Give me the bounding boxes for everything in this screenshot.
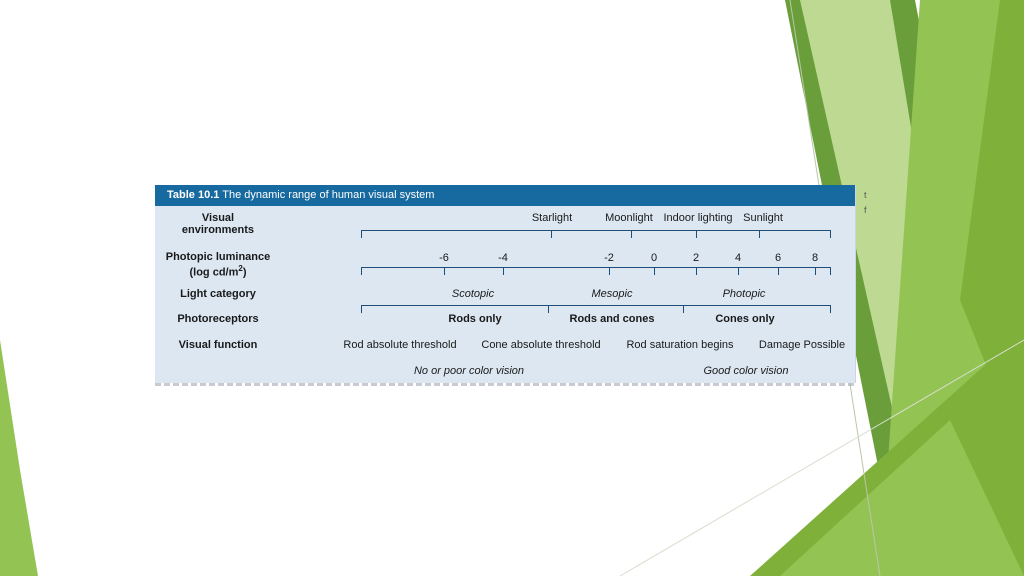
env-tick	[551, 230, 552, 238]
category-mesopic: Mesopic	[591, 288, 633, 300]
lum-tick	[778, 267, 779, 275]
env-indoor-lighting: Indoor lighting	[663, 212, 733, 224]
table-title-text: The dynamic range of human visual system	[222, 189, 435, 201]
category-tick	[548, 305, 549, 313]
receptor-cones-only: Cones only	[715, 313, 775, 325]
category-tick	[683, 305, 684, 313]
lum-tick	[830, 267, 831, 275]
label-photoreceptors: Photoreceptors	[177, 313, 259, 325]
dynamic-range-table	[155, 185, 856, 383]
table-footnote-strip	[155, 383, 855, 386]
table-title	[167, 185, 434, 206]
env-tick	[696, 230, 697, 238]
env-tick	[361, 230, 362, 238]
label-line-units	[148, 263, 288, 279]
lum-axis-line	[361, 267, 831, 268]
green-shape-left	[0, 340, 38, 576]
edge-letter: f	[864, 205, 867, 215]
env-starlight: Starlight	[531, 212, 573, 224]
lum-tick	[444, 267, 445, 275]
lum-tick	[696, 267, 697, 275]
unit-superscript: 2	[238, 264, 243, 273]
lum-tick-label: 6	[774, 252, 782, 264]
env-tick	[830, 230, 831, 238]
function-cone-absolute-threshold: Cone absolute threshold	[481, 339, 601, 351]
function-rod-absolute-threshold: Rod absolute threshold	[343, 339, 457, 351]
color-vision-good: Good color vision	[703, 365, 789, 377]
env-moonlight: Moonlight	[605, 212, 653, 224]
function-damage-possible: Damage Possible	[758, 339, 846, 351]
edge-letter: t	[864, 190, 867, 200]
unit-text: (log cd/m	[189, 266, 239, 279]
label-line: Photopic luminance	[165, 251, 271, 263]
color-vision-poor: No or poor color vision	[413, 365, 525, 377]
category-photopic: Photopic	[722, 288, 766, 300]
lum-tick	[815, 267, 816, 275]
lum-tick-label: 4	[734, 252, 742, 264]
table-header	[155, 185, 855, 206]
lum-tick-label: 2	[692, 252, 700, 264]
lum-tick	[738, 267, 739, 275]
lum-tick	[654, 267, 655, 275]
receptor-rods-only: Rods only	[448, 313, 502, 325]
label-photopic-luminance	[148, 251, 288, 279]
category-tick	[830, 305, 831, 313]
category-scotopic: Scotopic	[451, 288, 495, 300]
function-rod-saturation-begins: Rod saturation begins	[626, 339, 734, 351]
env-axis-line	[361, 230, 831, 231]
lum-tick	[503, 267, 504, 275]
lum-tick-label: -2	[604, 252, 614, 264]
category-axis-line	[361, 305, 831, 306]
lum-tick-label: 0	[650, 252, 658, 264]
label-light-category: Light category	[180, 288, 256, 300]
unit-text-end: )	[242, 266, 247, 279]
label-visual-function: Visual function	[178, 339, 258, 351]
lum-tick	[361, 267, 362, 275]
receptor-rods-and-cones: Rods and cones	[569, 313, 655, 325]
env-sunlight: Sunlight	[743, 212, 783, 224]
label-line: Visual	[201, 212, 235, 224]
env-tick	[631, 230, 632, 238]
label-visual-environments	[148, 212, 288, 236]
table-number: Table 10.1	[167, 189, 220, 201]
category-tick	[361, 305, 362, 313]
lum-tick	[609, 267, 610, 275]
env-tick	[759, 230, 760, 238]
lum-tick-label: 8	[811, 252, 819, 264]
lum-tick-label: -4	[498, 252, 508, 264]
label-line: environments	[181, 224, 255, 236]
lum-tick-label: -6	[439, 252, 449, 264]
